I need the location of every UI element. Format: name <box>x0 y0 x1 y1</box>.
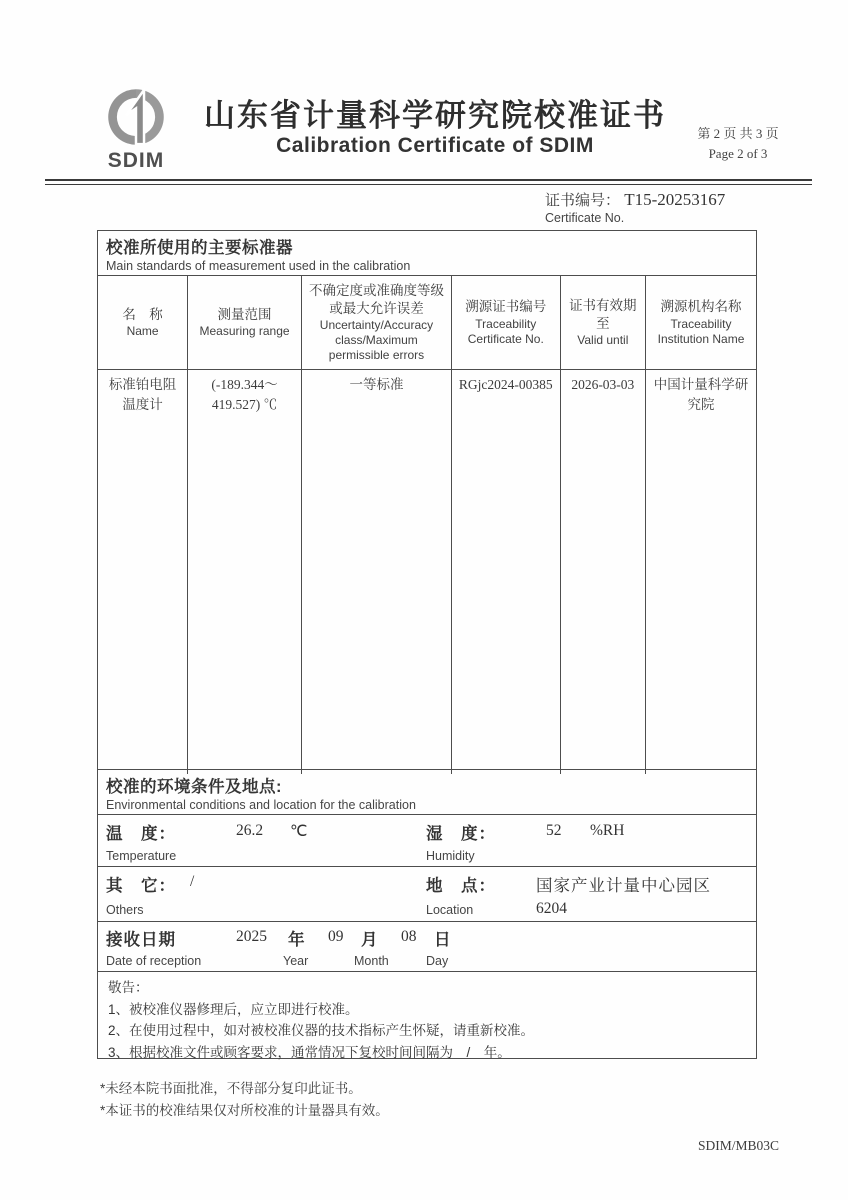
sdim-emblem-icon <box>105 88 167 146</box>
temperature-label-zh: 温 度： <box>106 825 176 843</box>
cell-traceability-certificate-no: RGjc2024-00385 <box>452 370 561 774</box>
standards-section-title <box>98 231 756 276</box>
standards-section <box>97 230 757 770</box>
reception-date-row <box>98 922 756 972</box>
cell-institution-name: 中国计量科学研究院 <box>653 377 749 413</box>
col-header-range-en: Measuring range <box>199 324 290 339</box>
page-number <box>686 124 790 163</box>
reception-year-zh: 年 <box>288 931 306 949</box>
certificate-number-block <box>545 189 795 225</box>
reception-month-en: Month <box>354 954 389 968</box>
humidity-label-zh: 湿 度： <box>426 825 496 843</box>
col-header-valid-until-en: Valid until <box>577 333 629 348</box>
cell-accuracy-class: 一等标准 <box>302 370 452 774</box>
certificate-number-value: T15-20253167 <box>624 190 726 209</box>
cell-valid-until: 2026-03-03 <box>561 370 647 774</box>
form-code: SDIM/MB03C <box>698 1138 780 1153</box>
col-header-range <box>188 276 302 370</box>
cell-standard-name: 标准铂电阻温度计 <box>98 370 188 774</box>
footer-note-1: *未经本院书面批准，不得部分复印此证书。 <box>100 1081 362 1096</box>
footer-notes <box>100 1078 389 1121</box>
temperature-humidity-row <box>98 815 756 867</box>
col-header-name <box>98 276 188 370</box>
notice-item-2: 2、在使用过程中，如对被校准仪器的技术指标产生怀疑，请重新校准。 <box>108 1023 535 1039</box>
location-value-line1: 国家产业计量中心园区 <box>536 877 711 895</box>
col-header-name-en: Name <box>126 324 159 339</box>
certificate-title-zh: 山东省计量科学研究院校准证书 <box>204 98 666 133</box>
environment-title-zh: 校准的环境条件及地点: <box>106 778 282 796</box>
others-label-en: Others <box>106 903 144 917</box>
col-header-uncertainty-en: Uncertainty/Accuracy class/Maximum permissible errors <box>319 318 434 363</box>
page-number-zh: 第 2 页 共 3 页 <box>697 126 779 141</box>
environment-section-title <box>98 770 756 815</box>
environment-title-en: Environmental conditions and location for the calibration <box>106 798 416 812</box>
reception-month-zh: 月 <box>361 931 379 949</box>
reception-day-en: Day <box>426 954 449 968</box>
location-label-zh: 地 点： <box>426 877 496 895</box>
others-value: / <box>190 873 195 890</box>
reception-label-en: Date of reception <box>106 954 202 968</box>
notice-block <box>98 972 756 1068</box>
temperature-label-en: Temperature <box>106 849 177 863</box>
col-header-range-zh: 测量范围 <box>217 306 272 322</box>
standards-table <box>98 276 756 774</box>
notice-item-1: 1、被校准仪器修理后，应立即进行校准。 <box>108 1001 359 1017</box>
col-header-uncertainty-zh: 不确定度或准确度等级或最大允许误差 <box>308 282 444 316</box>
notice-item-3: 3、根据校准文件或顾客要求，通常情况下复校时间间隔为 / 年。 <box>108 1044 511 1060</box>
footer-note-2: *本证书的校准结果仅对所校准的计量器具有效。 <box>100 1102 389 1118</box>
certificate-number-label-zh: 证书编号： <box>545 193 621 209</box>
reception-label-zh: 接收日期 <box>106 931 176 949</box>
col-header-valid-until-zh: 证书有效期至 <box>569 297 637 331</box>
page-number-en: Page 2 of 3 <box>708 145 768 161</box>
col-header-valid-until <box>561 276 647 370</box>
humidity-label-en: Humidity <box>426 849 475 863</box>
reception-year-value: 2025 <box>236 928 267 945</box>
environment-section <box>97 769 757 1059</box>
temperature-unit: ℃ <box>290 823 308 840</box>
standards-title-en: Main standards of measurement used in the calibration <box>106 259 411 273</box>
humidity-unit: %RH <box>590 822 625 839</box>
col-header-uncertainty <box>302 276 452 370</box>
temperature-value: 26.2 <box>236 822 264 839</box>
standards-title-zh: 校准所使用的主要标准器 <box>106 239 293 257</box>
header-divider <box>45 179 812 185</box>
reception-day-zh: 日 <box>434 931 452 949</box>
col-header-institution <box>646 276 756 370</box>
location-value-line2: 6204 <box>536 900 567 917</box>
others-label-zh: 其 它： <box>106 877 176 895</box>
logo-text: SDIM <box>107 149 165 172</box>
cell-measuring-range: (-189.344～419.527) ℃ <box>188 370 302 774</box>
reception-year-en: Year <box>283 954 309 968</box>
notice-title: 敬告： <box>108 980 149 995</box>
humidity-value: 52 <box>546 822 562 839</box>
certificate-title-en: Calibration Certificate of SDIM <box>276 134 594 157</box>
sdim-logo <box>97 88 175 173</box>
col-header-institution-zh: 溯源机构名称 <box>660 299 742 315</box>
col-header-name-zh: 名 称 <box>122 306 163 322</box>
location-label-en: Location <box>426 903 474 917</box>
col-header-traceability-no-en: Traceability Certificate No. <box>467 316 544 346</box>
reception-month-value: 09 <box>328 928 344 945</box>
col-header-traceability-no <box>452 276 561 370</box>
certificate-number-label-en: Certificate No. <box>545 211 625 225</box>
others-location-row <box>98 867 756 922</box>
col-header-institution-en: Traceability Institution Name <box>657 316 745 346</box>
col-header-traceability-no-zh: 溯源证书编号 <box>465 299 547 315</box>
reception-day-value: 08 <box>401 928 417 945</box>
